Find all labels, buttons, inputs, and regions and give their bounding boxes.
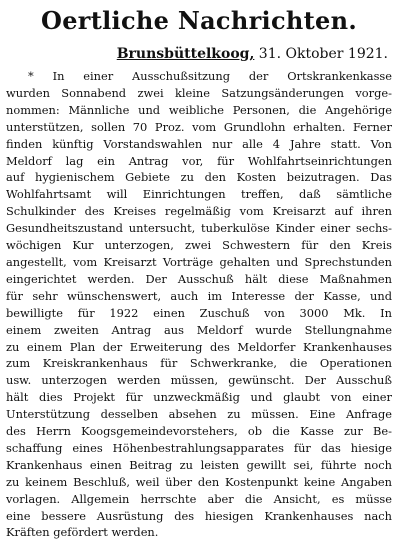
- article-line: einem zweiten Antrag aus Meldorf wurde Stellungnahme: [6, 322, 392, 337]
- dateline-place: Brunsbüttelkoog,: [116, 46, 255, 62]
- article-line: usw. unterzogen werden müssen, gewünscht. Der Ausschuß: [6, 373, 392, 388]
- article-line: auf hygienischem Gebiete zu den Kosten beizutragen. Das: [6, 170, 392, 185]
- article-line: nommen: Männliche und weibliche Personen, die Angehörige: [6, 102, 392, 117]
- article-line: unterstützen, sollen 70 Proz. vom Grundlohn erhalten. Ferner: [6, 119, 392, 134]
- article-line: zu einem Plan der Erweiterung des Meldorfer Krankenhauses: [6, 339, 392, 354]
- article-line: Krankenhaus einen Beitrag zu leisten gewillt sei, führte noch: [6, 457, 392, 472]
- article-line: * In einer Ausschußsitzung der Ortskrankenkasse: [28, 69, 392, 83]
- article-line: Wohlfahrtsamt will Einrichtungen treffen, daß sämtliche: [6, 187, 392, 202]
- article-body: [6, 68, 392, 541]
- article-line: Schulkinder des Kreises regelmäßig vom Kreisarzt auf ihren: [6, 204, 392, 219]
- article-line: Gesundheitszustand untersucht, tuberkulöse Kinder einer sechs-: [6, 221, 392, 236]
- dateline: [6, 45, 392, 63]
- article-line: angestellt, vom Kreisarzt Vorträge gehalten und Sprechstunden: [6, 254, 392, 269]
- article-line: des Herrn Koogsgemeindevorstehers, ob die Kasse zur Be-: [6, 424, 392, 439]
- article-line: Meldorf lag ein Antrag vor, für Wohlfahrtseinrichtungen: [6, 153, 392, 168]
- headline: Oertliche Nachrichten.: [41, 6, 357, 35]
- article-line: schaffung eines Höhenbestrahlungsapparates für das hiesige: [6, 440, 392, 455]
- dateline-date: 31. Oktober 1921.: [258, 46, 388, 62]
- article-line: Unterstützung desselben absehen zu müssen. Eine Anfrage: [6, 407, 392, 422]
- article-line: bewilligte für 1922 einen Zuschuß von 3000 Mk. In: [6, 305, 392, 320]
- article-line: hält dies Projekt für unzweckmäßig und glaubt von einer: [6, 390, 392, 405]
- article-line: eingerichtet werden. Der Ausschuß hält diese Maßnahmen: [6, 271, 392, 286]
- article-line: zu keinem Beschluß, weil über den Kostenpunkt keine Angaben: [6, 474, 392, 489]
- newspaper-clipping: [6, 0, 392, 548]
- article-line: wöchigen Kur unterzogen, zwei Schwestern für den Kreis: [6, 238, 392, 253]
- article-line: finden künftig Vorstandswahlen nur alle 4 Jahre statt. Von: [6, 136, 392, 151]
- article-line: für sehr wünschenswert, auch im Interesse der Kasse, und: [6, 288, 392, 303]
- article-line: eine bessere Ausrüstung des hiesigen Krankenhauses nach: [6, 508, 392, 523]
- article-line: Kräften gefördert werden.: [6, 525, 159, 540]
- article-line: wurden Sonnabend zwei kleine Satzungsänderungen vorge-: [6, 85, 392, 100]
- article-line: zum Kreiskrankenhaus für Schwerkranke, die Operationen: [6, 356, 392, 371]
- article-line: vorlagen. Allgemein herrschte aber die Ansicht, es müsse: [6, 491, 392, 506]
